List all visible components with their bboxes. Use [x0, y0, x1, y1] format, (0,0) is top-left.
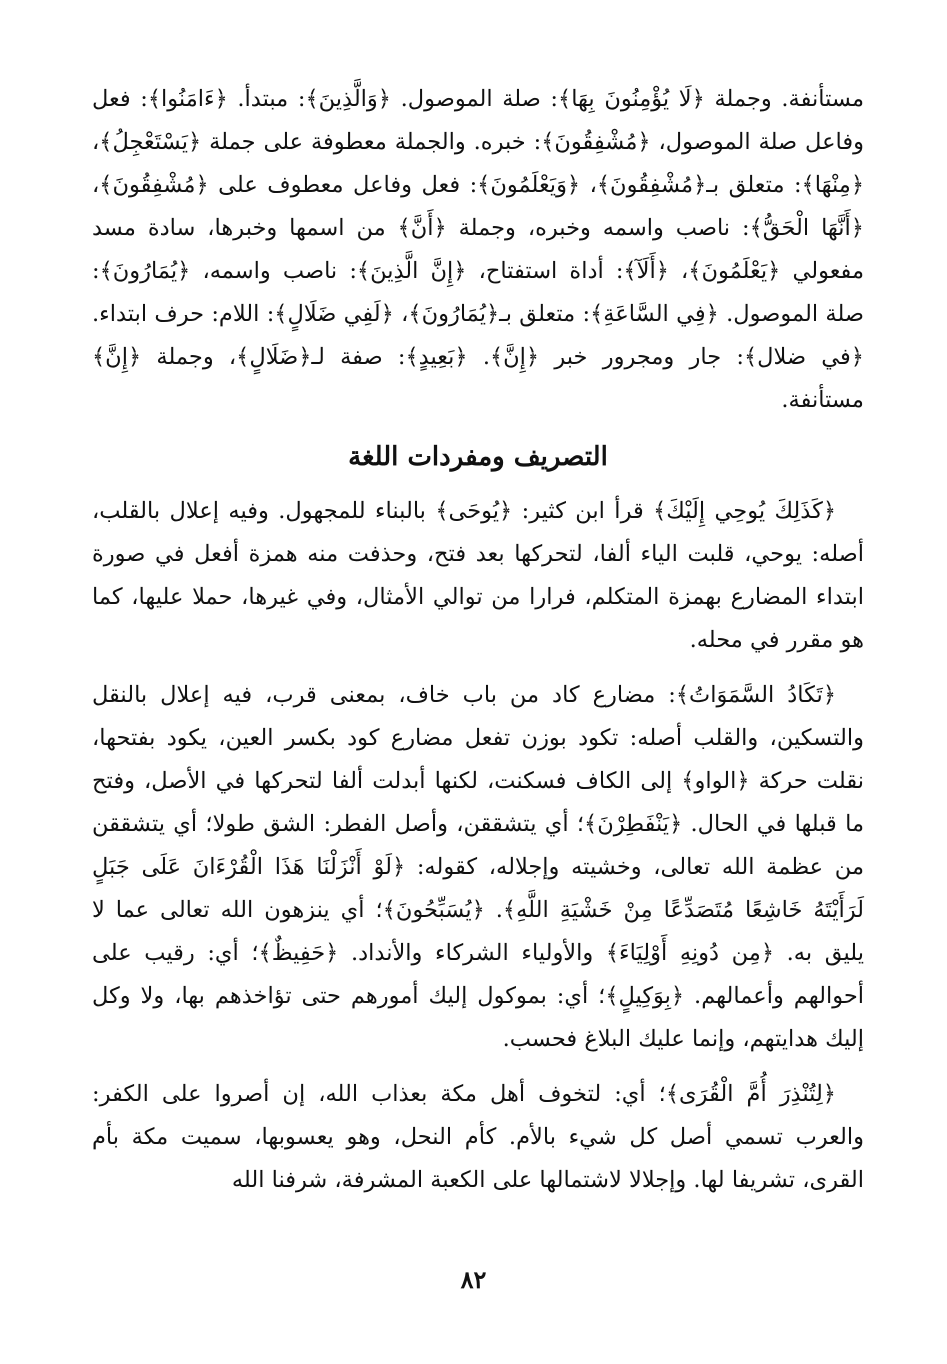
paragraph-irab-continuation: مستأنفة. وجملة ﴿لَا يُؤْمِنُونَ بِهَا﴾: صلة الموصول. ﴿وَالَّذِينَ﴾: مبتدأ. ﴿ءَامَنُوا﴾: فعل وفاعل صلة الموصول، ﴿مُشْفِقُونَ﴾: خبره. والجملة معطوفة على جملة ﴿يَسْتَعْجِلُ﴾، ﴿مِنْهَا﴾: متعلق بـ﴿مُشْفِقُونَ﴾، ﴿وَيَعْلَمُونَ﴾: فعل وفاعل معطوف على ﴿مُشْفِقُونَ﴾، ﴿أَنَّهَا الْحَقُّ﴾: ناصب واسمه وخبره، وجملة ﴿أَنَّ﴾ من اسمها وخبرها، سادة مسد مفعولي ﴿يَعْلَمُونَ﴾، ﴿أَلَآ﴾: أداة استفتاح، ﴿إِنَّ الَّذِينَ﴾: ناصب واسمه، ﴿يُمَارُونَ﴾: صلة الموصول. ﴿فِي السَّاعَةِ﴾: متعلق بـ﴿يُمَارُونَ﴾، ﴿لَفِي ضَلَالٍ﴾: اللام: حرف ابتداء. ﴿في ضلال﴾: جار ومجرور خبر ﴿إِنَّ﴾. ﴿بَعِيدٍ﴾: صفة لـ﴿ضَلَالٍ﴾، وجملة ﴿إِنَّ﴾ مستأنفة.: [92, 86, 864, 413]
paragraph-yuhi: ﴿كَذَلِكَ يُوحِي إِلَيْكَ﴾ قرأ ابن كثير: ﴿يُوحَى﴾ بالبناء للمجهول. وفيه إعلال بالقلب، أصله: يوحي، قلبت الياء ألفا، لتحركها بعد فتح، وحذفت منه همزة أفعل في صورة ابتداء المضارع بهمزة المتكلم، فرارا من توالي الأمثال، وفي غيرها، حملا عليها، كما هو مقرر في محله.: [92, 498, 864, 653]
paragraph-gap: [92, 662, 864, 674]
page-body: [92, 78, 864, 1308]
page-number: ٨٢: [460, 1265, 487, 1294]
paragraph-litundhira: ﴿لِتُنْذِرَ أُمَّ الْقُرَى﴾؛ أي: لتخوف أهل مكة بعذاب الله، إن أصروا على الكفر: والعرب تسمي أصل كل شيء بالأم. كأم النحل، وهو يعسوبها، سميت مكة بأم القرى، تشريفا لها. وإجلالا لاشتمالها على الكعبة المشرفة، شرفنا الله: [92, 1081, 864, 1193]
section-heading: التصريف ومفردات اللغة: [348, 442, 608, 472]
paragraph-takadu: ﴿تَكَادُ السَّمَوَاتُ﴾: مضارع كاد من باب خاف، بمعنى قرب، فيه إعلال بالنقل والتسكين، والقلب أصله: تكود بوزن تفعل مضارع كود بكسر العين، يكود بفتحها، نقلت حركة ﴿الواو﴾ إلى الكاف فسكنت، لكنها أبدلت ألفا لتحركها في الأصل، وفتح ما قبلها في الحال. ﴿يَنْفَطِرْنَ﴾؛ أي يتشققن، وأصل الفطر: الشق طولا؛ أي يتشققن من عظمة الله تعالى، وخشيته وإجلاله، كقوله: ﴿لَوْ أَنْزَلْنَا هَذَا الْقُرْءَانَ عَلَى جَبَلٍ لَرَأَيْتَهُ خَاشِعًا مُتَصَدِّعًا مِنْ خَشْيَةِ اللَّهِ﴾. ﴿يُسَبِّحُونَ﴾؛ أي ينزهون الله تعالى عما لا يليق به. ﴿مِن دُونِهِ أَوْلِيَاءَ﴾ والأولياء الشركاء والأنداد. ﴿حَفِيظٌ﴾؛ أي: رقيب على أحوالهم وأعمالهم. ﴿بِوَكِيلٍ﴾؛ أي: بموكول إليك أمورهم حتى تؤاخذهم بها، ولا وكل إليك هدايتهم، وإنما عليك البلاغ فحسب.: [92, 682, 864, 1052]
paragraph-gap: [92, 1061, 864, 1073]
